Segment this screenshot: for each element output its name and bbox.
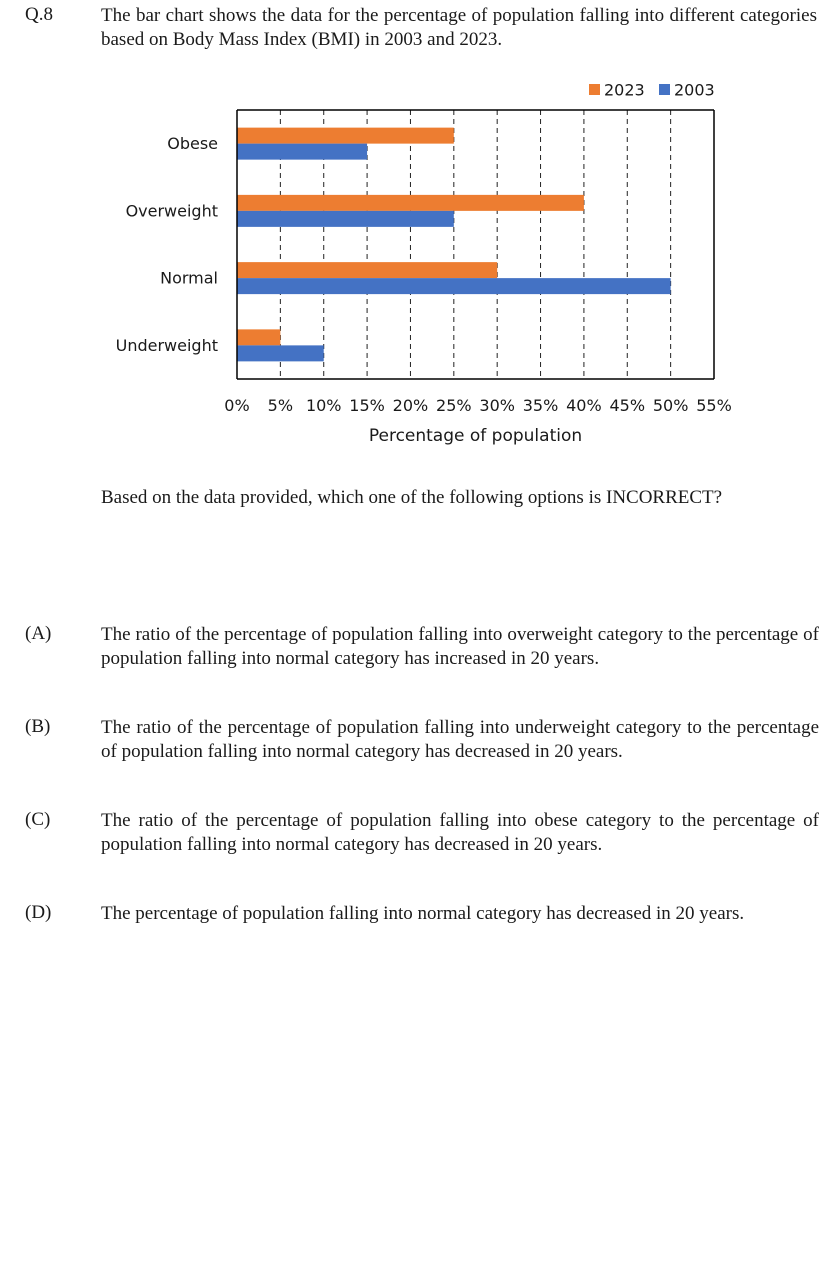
option-d-text: The percentage of population falling into normal category has decreased in 20 years. <box>101 903 745 924</box>
x-tick-label-2: 10% <box>305 396 342 415</box>
bar-normal-2003 <box>237 278 671 294</box>
x-tick-label-0: 0% <box>224 396 250 415</box>
x-axis-title: Percentage of population <box>368 426 583 446</box>
x-tick-label-6: 30% <box>479 396 515 415</box>
legend-label-2003: 2003 <box>674 80 715 100</box>
x-tick-label-5: 25% <box>436 396 472 415</box>
x-tick-label-1: 5% <box>267 396 294 415</box>
x-tick-label-9: 45% <box>609 396 646 415</box>
category-label-underweight: Underweight <box>115 335 218 355</box>
category-label-overweight: Overweight <box>125 201 218 221</box>
option-b-text: The ratio of the percentage of population falling into underweight category to the percentage of population falling into normal category has decreased in 20 years. <box>101 717 819 762</box>
x-tick-label-10: 50% <box>652 396 689 415</box>
legend-swatch-2003 <box>659 84 670 95</box>
bar-underweight-2023 <box>237 329 280 345</box>
question-prompt: Based on the data provided, which one of the following options is INCORRECT? <box>101 487 723 508</box>
bar-normal-2023 <box>237 262 497 278</box>
option-d-label: (D) <box>25 902 52 923</box>
question-number: Q.8 <box>25 4 53 25</box>
bar-underweight-2003 <box>237 345 324 361</box>
option-b-label: (B) <box>25 716 51 737</box>
option-a-text: The ratio of the percentage of population falling into overweight category to the percentage of population falling into normal category has increased in 20 years. <box>101 624 819 669</box>
bar-obese-2023 <box>237 128 454 144</box>
category-label-normal: Normal <box>160 268 218 288</box>
option-a-label: (A) <box>25 623 52 644</box>
category-label-obese: Obese <box>167 134 218 154</box>
bmi-bar-chart <box>0 0 840 460</box>
option-c-label: (C) <box>25 809 51 830</box>
option-c-text: The ratio of the percentage of population falling into obese category to the percentage of population falling into normal category has decreased in 20 years. <box>101 810 819 855</box>
x-tick-label-8: 40% <box>566 396 602 415</box>
x-tick-label-7: 35% <box>522 396 559 415</box>
question-stem: The bar chart shows the data for the percentage of population falling into different categories based on Body Mass Index (BMI) in 2003 and 2023. <box>101 5 817 50</box>
x-tick-label-3: 15% <box>349 396 385 415</box>
legend-label-2023: 2023 <box>604 80 645 100</box>
legend-swatch-2023 <box>589 84 600 95</box>
x-tick-label-11: 55% <box>696 396 732 415</box>
bar-obese-2003 <box>237 144 367 160</box>
bar-overweight-2003 <box>237 211 454 227</box>
bar-overweight-2023 <box>237 195 584 211</box>
x-tick-label-4: 20% <box>392 396 429 415</box>
